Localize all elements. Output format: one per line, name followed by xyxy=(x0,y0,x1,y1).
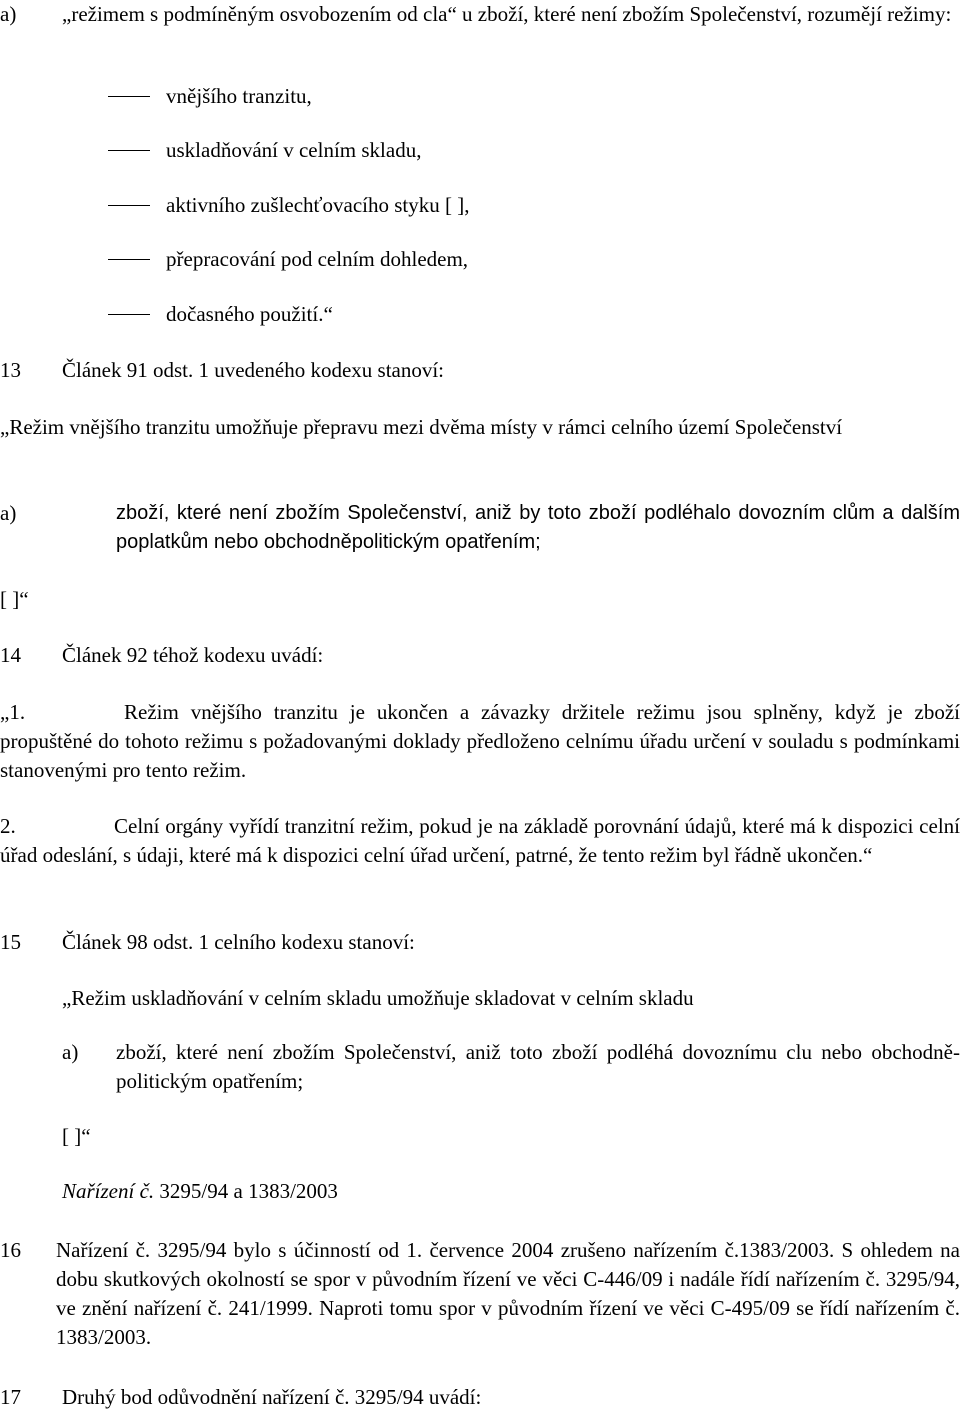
p14-point-1-label: „1. xyxy=(0,700,26,724)
p17-text: Druhý bod odůvodnění nařízení č. 3295/94 uvádí: xyxy=(62,1385,482,1409)
block-a-label: a) xyxy=(0,2,17,26)
section-heading-rest: 3295/94 a 1383/2003 xyxy=(154,1179,338,1203)
p13-ellipsis: [ ]“ xyxy=(0,587,29,611)
p15-quote: „Režim uskladňování v celním skladu umožňuje skladovat v celním skladu xyxy=(62,986,694,1010)
paragraph-number-13: 13 xyxy=(0,358,21,382)
p13-quote: „Režim vnějšího tranzitu umožňuje přepravu mezi dvěma místy v rámci celního území Společenství xyxy=(0,415,843,439)
p15-heading: Článek 98 odst. 1 celního kodexu stanoví: xyxy=(62,930,415,954)
paragraph-number-16: 16 xyxy=(0,1238,21,1262)
p15-ellipsis: [ ]“ xyxy=(62,1124,91,1148)
paragraph-number-14: 14 xyxy=(0,643,21,667)
section-heading xyxy=(62,1177,338,1206)
regime-item: přepracování pod celním dohledem, xyxy=(166,247,469,271)
dash-marker xyxy=(108,96,150,97)
p15-item-label: a) xyxy=(62,1040,79,1064)
dash-marker xyxy=(108,205,150,206)
regime-item: dočasného použití.“ xyxy=(166,302,333,326)
p16-text: Nařízení č. 3295/94 bylo s účinností od 1. července 2004 zrušeno nařízením č.1383/2003. S ohledem na dobu skutkových okolností se spor v původním řízení ve věci C-446/09 i nadále řídí nařízením č. 3295/94, ve znění nařízení č. 241/1999. Naproti tomu spor v původním řízení ve věci C-495/09 se řídí nařízením č. 1383/2003. xyxy=(56,1238,960,1349)
dash-marker xyxy=(108,150,150,151)
paragraph-number-17: 17 xyxy=(0,1385,21,1409)
regime-item: vnějšího tranzitu, xyxy=(166,84,312,108)
regime-item: aktivního zušlechťovacího styku [ ], xyxy=(166,193,470,217)
p13-heading: Článek 91 odst. 1 uvedeného kodexu stanoví: xyxy=(62,358,445,382)
p14-point-2-text: Celní orgány vyřídí tranzitní režim, pokud je na základě porovnání údajů, které má k dispozici celní úřad odeslání, s údaji, které má k dispozici celní úřad určení, patrné, že tento režim byl řádně ukončen.“ xyxy=(0,814,960,867)
regime-item: uskladňování v celním skladu, xyxy=(166,138,422,162)
p13-item-text: zboží, které není zbožím Společenství, aniž by toto zboží podléhalo dovozním clům a dalším poplatkům nebo obchodněpolitickým opatřením; xyxy=(116,502,960,553)
p13-item-label: a) xyxy=(0,501,17,525)
dash-marker xyxy=(108,314,150,315)
p14-point-2-label: 2. xyxy=(0,814,16,838)
section-heading-italic: Nařízení č. xyxy=(62,1179,155,1203)
p14-heading: Článek 92 téhož kodexu uvádí: xyxy=(62,643,324,667)
dash-marker xyxy=(108,259,150,260)
p14-point-1-text: Režim vnějšího tranzitu je ukončen a závazky držitele režimu jsou splněny, když je zboží propuštěné do tohoto režimu s požadovanými doklady předloženo celnímu úřadu určení v souladu s podmínkami stanovenými pro tento režim. xyxy=(0,700,960,782)
block-a-text: „režimem s podmíněným osvobozením od cla“ u zboží, které není zbožím Společenství, rozumějí režimy: xyxy=(62,2,952,26)
paragraph-number-15: 15 xyxy=(0,930,21,954)
p15-item-text: zboží, které není zbožím Společenství, aniž toto zboží podléhá dovoznímu clu nebo obchodně-politickým opatřením; xyxy=(116,1040,960,1093)
